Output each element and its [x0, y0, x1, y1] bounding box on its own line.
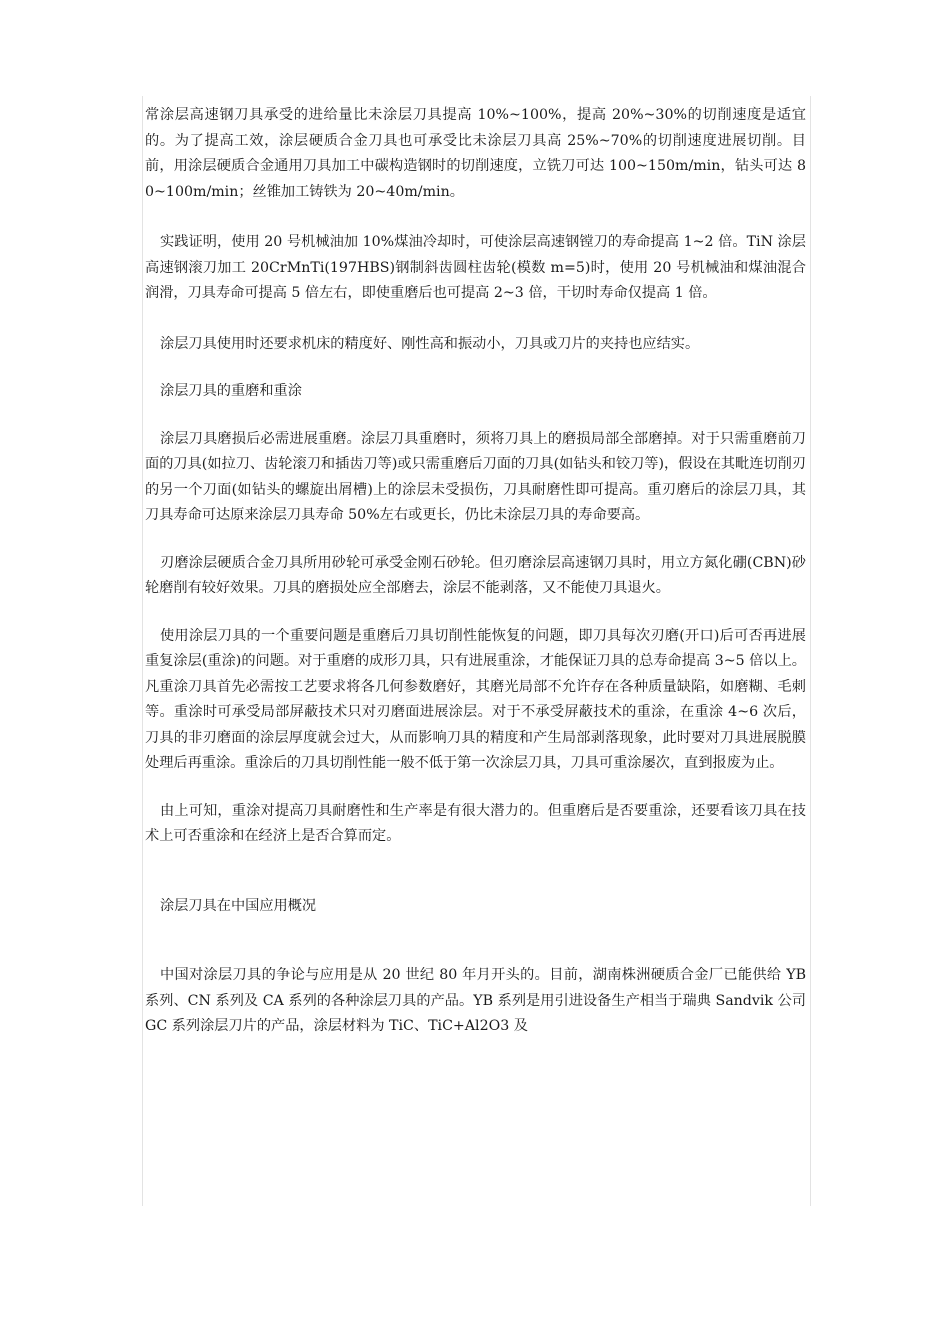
paragraph-regrinding: 涂层刀具磨损后必需进展重磨。涂层刀具重磨时，须将刀具上的磨损局部全部磨掉。对于只需重磨前刀面的刀具(如拉刀、齿轮滚刀和插齿刀等)或只需重磨后刀面的刀具(如钻头和铰刀等)，假设在其毗连切削刃的另一个刀面(如钻头的螺旋出屑槽)上的涂层未受损伤，刀具耐磨性即可提高。重刃磨后的涂层刀具，其刀具寿命可达原来涂层刀具寿命 50%左右或更长，仍比未涂层刀具的寿命要高。	[145, 430, 806, 523]
section-heading-china-overview: 涂层刀具在中国应用概况	[160, 897, 317, 914]
paragraph-machine-requirements: 涂层刀具使用时还要求机床的精度好、刚性高和振动小，刀具或刀片的夹持也应结实。	[160, 335, 700, 352]
paragraph-recoating: 使用涂层刀具的一个重要问题是重磨后刀具切削性能恢复的问题，即刀具每次刃磨(开口)后可否再进展重复涂层(重涂)的问题。对于重磨的成形刀具，只有进展重涂，才能保证刀具的总寿命提高 3~5 倍以上。凡重涂刀具首先必需按工艺要求将各几何参数磨好，其磨光局部不允许存在各种质量缺陷，如磨糊、毛刺等。重涂时可承受局部屏蔽技术只对刃磨面进展涂层。对于不承受屏蔽技术的重涂，在重涂 4~6 次后，刀具的非刃磨面的涂层厚度就会过大，从而影响刀具的精度和产生局部剥落现象，此时要对刀具进展脱膜处理后再重涂。重涂后的刀具切削性能一般不低于第一次涂层刀具，刀具可重涂屡次，直到报废为止。	[145, 627, 806, 771]
paragraph-conclusion: 由上可知，重涂对提高刀具耐磨性和生产率是有很大潜力的。但重磨后是否要重涂，还要看该刀具在技术上可否重涂和在经济上是否合算而定。	[145, 802, 806, 844]
paragraph-practice-proof: 实践证明，使用 20 号机械油加 10%煤油冷却时，可使涂层高速钢镗刀的寿命提高 1~2 倍。TiN 涂层高速钢滚刀加工 20CrMnTi(197HBS)钢制斜齿圆柱齿轮(模数 m=5)时，使用 20 号机械油和煤油混合润滑，刀具寿命可提高 5 倍左右，即使重磨后也可提高 2~3 倍，干切时寿命仅提高 1 倍。	[145, 234, 806, 301]
paragraph-cutting-speed: 常涂层高速钢刀具承受的进给量比未涂层刀具提高 10%~100%，提高 20%~30%的切削速度是适宜的。为了提高工效，涂层硬质合金刀具也可承受比未涂层刀具高 25%~70%的切削速度进展切削。目前，用涂层硬质合金通用刀具加工中碳构造钢时的切削速度，立铣刀可达 100~150m/min，钻头可达 80~100m/min；丝锥加工铸铁为 20~40m/min。	[145, 107, 806, 200]
document-body	[145, 103, 806, 1040]
section-heading-regrind-recoat: 涂层刀具的重磨和重涂	[160, 383, 302, 399]
paragraph-china-application: 中国对涂层刀具的争论与应用是从 20 世纪 80 年月开头的。目前，湖南株洲硬质合金厂已能供给 YB 系列、CN 系列及 CA 系列的各种涂层刀具的产品。YB 系列是用引进设备生产相当于瑞典 Sandvik 公司 GC 系列涂层刀片的产品，涂层材料为 TiC、TiC+Al2O3 及	[145, 967, 806, 1034]
paragraph-grinding-wheels: 刃磨涂层硬质合金刀具所用砂轮可承受金刚石砂轮。但刃磨涂层高速钢刀具时，用立方氮化硼(CBN)砂轮磨削有较好效果。刀具的磨损处应全部磨去，涂层不能剥落，又不能使刀具退火。	[145, 554, 806, 596]
